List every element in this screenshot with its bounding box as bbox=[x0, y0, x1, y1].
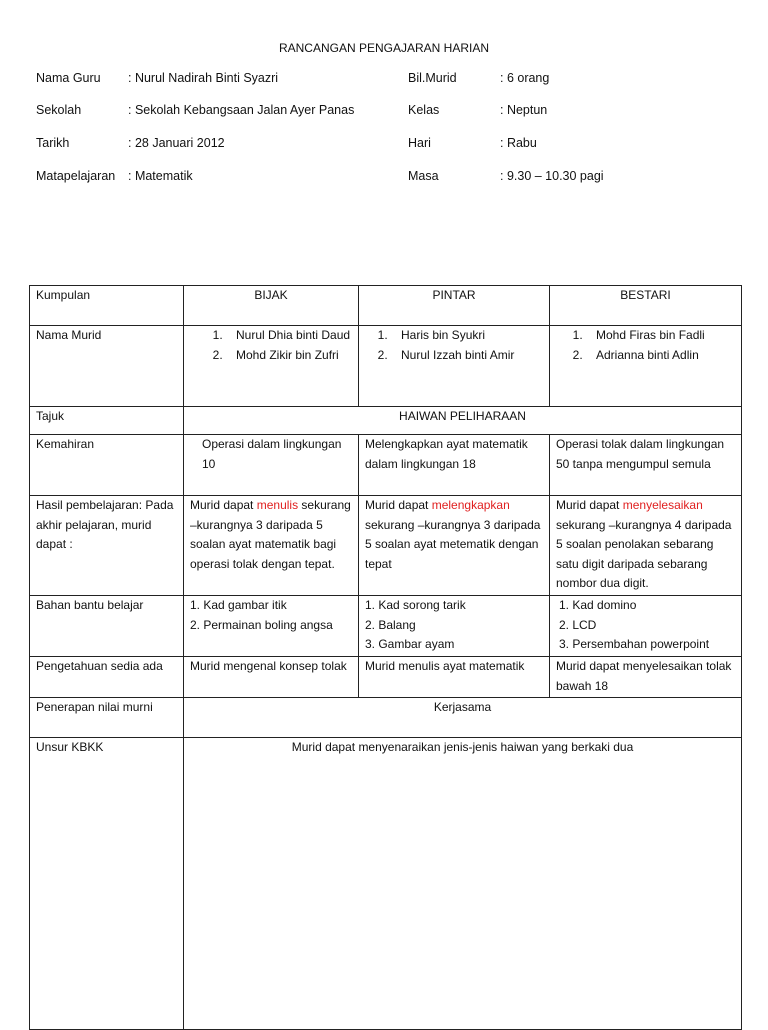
table-row bbox=[30, 657, 742, 698]
table-row bbox=[30, 496, 742, 596]
nama-guru-value: : Nurul Nadirah Binti Syazri bbox=[128, 71, 279, 85]
masa-label: Masa bbox=[408, 169, 439, 183]
hasil-text: Murid dapat bbox=[365, 498, 429, 512]
nama-murid-bijak bbox=[184, 326, 359, 407]
group-bijak-header: BIJAK bbox=[184, 286, 359, 326]
pengetahuan-pintar: Murid menulis ayat matematik bbox=[359, 657, 550, 698]
table-row bbox=[30, 698, 742, 738]
hasil-verb: menulis bbox=[256, 498, 299, 512]
bahan-bestari bbox=[550, 596, 742, 657]
hasil-label: Hasil pembelajaran: Pada akhir pelajaran, murid dapat : bbox=[30, 496, 184, 596]
kbkk-value: Murid dapat menyenaraikan jenis-jenis haiwan yang berkaki dua bbox=[184, 738, 742, 1030]
pengetahuan-label: Pengetahuan sedia ada bbox=[30, 657, 184, 698]
bahan-label: Bahan bantu belajar bbox=[30, 596, 184, 657]
sekolah-value: : Sekolah Kebangsaan Jalan Ayer Panas bbox=[128, 103, 355, 117]
table-row bbox=[30, 738, 742, 1030]
masa-value: : 9.30 – 10.30 pagi bbox=[500, 169, 604, 183]
bil-murid-value: : 6 orang bbox=[500, 71, 550, 85]
hasil-bestari bbox=[550, 496, 742, 596]
list-item: 2. Balang bbox=[365, 617, 416, 632]
pengetahuan-bijak: Murid mengenal konsep tolak bbox=[184, 657, 359, 698]
nama-murid-pintar bbox=[359, 326, 550, 407]
hasil-text: sekurang –kurangnya 3 daripada 5 soalan ayat matematik bagi operasi tolak dengan tepat. bbox=[190, 498, 351, 571]
group-pintar-header: PINTAR bbox=[359, 286, 550, 326]
nilai-label: Penerapan nilai murni bbox=[30, 698, 184, 738]
list-item: 3. Persembahan powerpoint bbox=[559, 637, 710, 651]
kelas-value: : Neptun bbox=[500, 103, 548, 117]
kumpulan-label: Kumpulan bbox=[30, 286, 184, 326]
nama-guru-label: Nama Guru bbox=[36, 71, 101, 85]
table-row bbox=[30, 596, 742, 657]
pengetahuan-bestari: Murid dapat menyelesaikan tolak bawah 18 bbox=[550, 657, 742, 698]
list-item: 1. Kad gambar itik bbox=[190, 598, 287, 612]
sekolah-label: Sekolah bbox=[36, 103, 82, 117]
hasil-pintar bbox=[359, 496, 550, 596]
student-name: 1. Nurul Dhia binti Daud bbox=[226, 326, 352, 346]
nama-murid-bestari bbox=[550, 326, 742, 407]
hari-value: : Rabu bbox=[500, 136, 537, 150]
hasil-text: sekurang –kurangnya 3 daripada 5 soalan ayat metematik dengan tepat bbox=[365, 517, 541, 571]
hasil-text: Murid dapat bbox=[190, 498, 254, 512]
student-name: 1. Haris bin Syukri bbox=[391, 326, 543, 346]
kbkk-label: Unsur KBKK bbox=[30, 738, 184, 1030]
table-header-row bbox=[30, 286, 742, 326]
table-row bbox=[30, 407, 742, 435]
list-item: 1. Kad sorong tarik bbox=[365, 598, 466, 612]
group-bestari-header: BESTARI bbox=[550, 286, 742, 326]
list-item: 2. Permainan boling angsa bbox=[190, 617, 333, 632]
bahan-pintar bbox=[359, 596, 550, 657]
bahan-bijak bbox=[184, 596, 359, 657]
kemahiran-bijak: Operasi dalam lingkungan 10 bbox=[184, 435, 359, 496]
table-row bbox=[30, 435, 742, 496]
nama-murid-label: Nama Murid bbox=[30, 326, 184, 407]
list-item: 2. LCD bbox=[559, 617, 597, 632]
hasil-verb: menyelesaikan bbox=[622, 498, 703, 512]
lesson-plan-table bbox=[29, 285, 742, 1030]
nilai-value: Kerjasama bbox=[184, 698, 742, 738]
matapelajaran-label: Matapelajaran bbox=[36, 169, 116, 183]
student-name: 2. Mohd Zikir bin Zufri bbox=[226, 346, 352, 366]
matapelajaran-value: : Matematik bbox=[128, 169, 193, 183]
kemahiran-bestari: Operasi tolak dalam lingkungan 50 tanpa mengumpul semula bbox=[550, 435, 742, 496]
tarikh-label: Tarikh bbox=[36, 136, 70, 150]
student-name: 2. Adrianna binti Adlin bbox=[586, 346, 735, 366]
kemahiran-pintar: Melengkapkan ayat matematik dalam lingkungan 18 bbox=[359, 435, 550, 496]
student-name: 1. Mohd Firas bin Fadli bbox=[586, 326, 735, 346]
hasil-text: Murid dapat bbox=[556, 498, 620, 512]
student-name: 2. Nurul Izzah binti Amir bbox=[391, 346, 543, 366]
page-title: RANCANGAN PENGAJARAN HARIAN bbox=[278, 41, 490, 55]
hari-label: Hari bbox=[408, 136, 431, 150]
list-item: 1. Kad domino bbox=[559, 598, 637, 612]
tajuk-label: Tajuk bbox=[30, 407, 184, 435]
bil-murid-label: Bil.Murid bbox=[408, 71, 457, 85]
tajuk-value: HAIWAN PELIHARAAN bbox=[184, 407, 742, 435]
hasil-verb: melengkapkan bbox=[431, 498, 510, 512]
hasil-text: sekurang –kurangnya 4 daripada 5 soalan penolakan sebarang satu digit daripada sebarang nombor dua digit. bbox=[556, 517, 732, 590]
kemahiran-label: Kemahiran bbox=[30, 435, 184, 496]
table-row bbox=[30, 326, 742, 407]
list-item: 3. Gambar ayam bbox=[365, 637, 455, 651]
tarikh-value: : 28 Januari 2012 bbox=[128, 136, 225, 150]
hasil-bijak bbox=[184, 496, 359, 596]
kelas-label: Kelas bbox=[408, 103, 440, 117]
